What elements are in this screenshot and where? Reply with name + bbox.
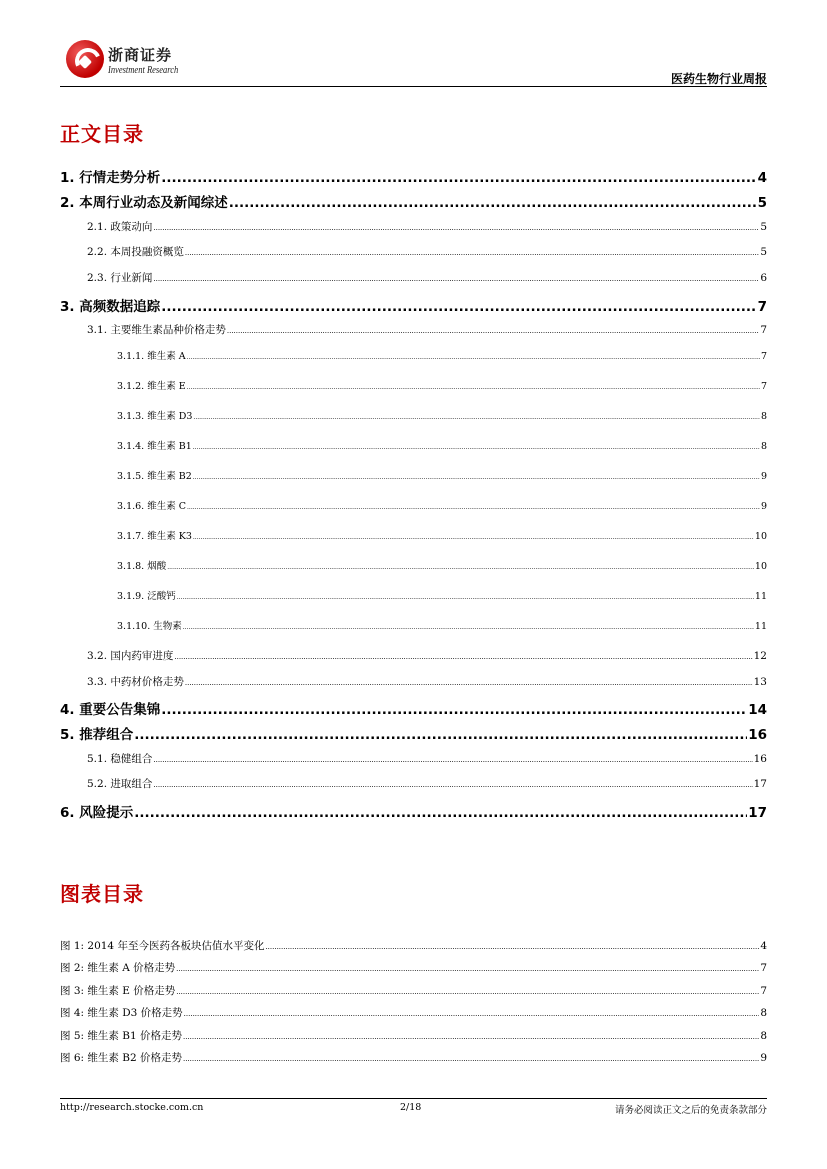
figure-entry[interactable] xyxy=(60,938,767,953)
toc-entry[interactable] xyxy=(60,674,767,689)
toc-entry-label: 3.1.8. 烟酸 xyxy=(117,561,167,572)
dot-leader xyxy=(229,195,757,211)
footer-divider xyxy=(60,1098,767,1099)
toc-entry[interactable] xyxy=(60,528,767,542)
toc-entry-page: 6 xyxy=(760,272,767,284)
toc-entry-page: 17 xyxy=(753,778,767,790)
footer-disclaimer: 请务必阅读正文之后的免责条款部分 xyxy=(614,1105,767,1116)
dot-leader xyxy=(161,299,756,315)
toc-entry-page: 7 xyxy=(760,324,767,336)
page-number: 2/18 xyxy=(400,1102,422,1113)
figure-entry-page: 4 xyxy=(760,940,767,952)
toc-entry-page: 8 xyxy=(760,441,767,452)
header-divider xyxy=(60,86,767,87)
toc-entry-label: 5. 推荐组合 xyxy=(60,727,134,743)
dot-leader xyxy=(193,414,760,421)
figure-entry-label: 图 1: 2014 年至今医药各板块估值水平变化 xyxy=(60,940,265,952)
dot-leader xyxy=(184,1010,760,1018)
dot-leader xyxy=(161,702,747,718)
toc-entry-label: 3. 高频数据追踪 xyxy=(60,299,161,315)
toc-entry[interactable] xyxy=(60,166,767,186)
toc-entry-page: 10 xyxy=(754,531,767,542)
dot-leader xyxy=(153,756,752,764)
figure-entry-label: 图 3: 维生素 E 价格走势 xyxy=(60,985,176,997)
figure-entry[interactable] xyxy=(60,1050,767,1065)
toc-entry[interactable] xyxy=(60,244,767,259)
dot-leader xyxy=(185,679,753,687)
logo-text-en: Investment Research xyxy=(108,65,179,76)
dot-leader xyxy=(193,474,760,481)
zheshang-logo-icon xyxy=(66,40,104,78)
toc-entry-label: 3.1.5. 维生素 B2 xyxy=(117,471,192,482)
toc-entry[interactable] xyxy=(60,191,767,211)
figure-entry-page: 9 xyxy=(760,1052,767,1064)
toc-entry-page: 9 xyxy=(760,471,767,482)
toc-entry-label: 3.1. 主要维生素品种价格走势 xyxy=(87,324,226,336)
dot-leader xyxy=(161,170,756,186)
toc-entry-page: 17 xyxy=(748,805,767,821)
toc-entry[interactable] xyxy=(60,698,767,718)
figure-entry[interactable] xyxy=(60,1028,767,1043)
toc-entry[interactable] xyxy=(60,378,767,392)
toc-entry-page: 14 xyxy=(748,702,767,718)
toc-entry[interactable] xyxy=(60,723,767,743)
toc-entry[interactable] xyxy=(60,558,767,572)
toc-entry-page: 13 xyxy=(753,676,767,688)
toc-entry-label: 5.2. 进取组合 xyxy=(87,778,153,790)
toc-entry-page: 16 xyxy=(748,727,767,743)
toc-entry[interactable] xyxy=(60,270,767,285)
toc-entry-page: 5 xyxy=(760,246,767,258)
toc-entry-page: 7 xyxy=(760,351,767,362)
dot-leader xyxy=(265,943,759,951)
figure-entry-page: 8 xyxy=(760,1030,767,1042)
toc-entry-page: 4 xyxy=(757,170,767,186)
toc-entry[interactable] xyxy=(60,408,767,422)
figure-entry-label: 图 6: 维生素 B2 价格走势 xyxy=(60,1052,182,1064)
toc-title: 正文目录 xyxy=(60,122,144,146)
toc-entry[interactable] xyxy=(60,468,767,482)
toc-entry[interactable] xyxy=(60,618,767,632)
dot-leader xyxy=(185,249,759,257)
toc-entry[interactable] xyxy=(60,588,767,602)
dot-leader xyxy=(153,275,759,283)
toc-entry-page: 9 xyxy=(760,501,767,512)
figure-list-title: 图表目录 xyxy=(60,882,144,906)
toc-entry-label: 5.1. 稳健组合 xyxy=(87,753,153,765)
toc-entry-page: 12 xyxy=(753,650,767,662)
dot-leader xyxy=(187,504,760,511)
toc-entry[interactable] xyxy=(60,776,767,791)
toc-entry-label: 2.1. 政策动向 xyxy=(87,221,153,233)
figure-entry-page: 7 xyxy=(760,962,767,974)
toc-entry-label: 6. 风险提示 xyxy=(60,805,134,821)
figure-entry-label: 图 2: 维生素 A 价格走势 xyxy=(60,962,176,974)
toc-entry-label: 3.3. 中药材价格走势 xyxy=(87,676,184,688)
toc-entry-label: 1. 行情走势分析 xyxy=(60,170,161,186)
toc-entry-label: 2. 本周行业动态及新闻综述 xyxy=(60,195,228,211)
toc-entry-label: 3.2. 国内药审进度 xyxy=(87,650,174,662)
dot-leader xyxy=(153,781,752,789)
toc-entry-label: 3.1.3. 维生素 D3 xyxy=(117,411,193,422)
toc-entry[interactable] xyxy=(60,751,767,766)
dot-leader xyxy=(193,534,754,541)
dot-leader xyxy=(187,384,760,391)
figure-entry-label: 图 5: 维生素 B1 价格走势 xyxy=(60,1030,182,1042)
dot-leader xyxy=(227,327,759,335)
toc-entry[interactable] xyxy=(60,498,767,512)
dot-leader xyxy=(177,594,754,601)
toc-entry-label: 2.2. 本周投融资概览 xyxy=(87,246,184,258)
toc-entry[interactable] xyxy=(60,438,767,452)
dot-leader xyxy=(153,224,759,232)
report-type: 医药生物行业周报 xyxy=(670,72,767,86)
toc-entry-page: 7 xyxy=(760,381,767,392)
toc-entry-label: 3.1.4. 维生素 B1 xyxy=(117,441,192,452)
toc-entry-label: 3.1.9. 泛酸钙 xyxy=(117,591,176,602)
dot-leader xyxy=(187,354,760,361)
toc-entry[interactable] xyxy=(60,322,767,337)
dot-leader xyxy=(174,653,752,661)
toc-entry[interactable] xyxy=(60,219,767,234)
toc-entry-page: 11 xyxy=(754,591,767,602)
dot-leader xyxy=(176,988,759,996)
toc-entry-label: 3.1.7. 维生素 K3 xyxy=(117,531,192,542)
toc-entry-label: 3.1.1. 维生素 A xyxy=(117,351,186,362)
toc-entry-page: 8 xyxy=(760,411,767,422)
dot-leader xyxy=(183,624,754,631)
figure-entry-page: 7 xyxy=(760,985,767,997)
figure-entry[interactable] xyxy=(60,983,767,998)
page-header xyxy=(60,36,767,86)
figure-entry[interactable] xyxy=(60,1005,767,1020)
footer-url[interactable]: http://research.stocke.com.cn xyxy=(60,1102,204,1113)
toc-entry[interactable] xyxy=(60,348,767,362)
dot-leader xyxy=(167,564,754,571)
toc-entry-page: 5 xyxy=(757,195,767,211)
toc-entry-page: 10 xyxy=(754,561,767,572)
dot-leader xyxy=(176,965,759,973)
dot-leader xyxy=(134,727,747,743)
figure-entry-label: 图 4: 维生素 D3 价格走势 xyxy=(60,1007,183,1019)
figure-entry-page: 8 xyxy=(760,1007,767,1019)
dot-leader xyxy=(183,1055,759,1063)
toc-entry-page: 7 xyxy=(757,299,767,315)
toc-entry-label: 3.1.2. 维生素 E xyxy=(117,381,186,392)
toc-entry-page: 16 xyxy=(753,753,767,765)
dot-leader xyxy=(134,805,747,821)
toc-entry[interactable] xyxy=(60,801,767,821)
toc-entry-label: 3.1.10. 生物素 xyxy=(117,621,182,632)
figure-entry[interactable] xyxy=(60,960,767,975)
toc-entry-label: 2.3. 行业新闻 xyxy=(87,272,153,284)
toc-entry-page: 5 xyxy=(760,221,767,233)
toc-entry[interactable] xyxy=(60,295,767,315)
toc-entry[interactable] xyxy=(60,648,767,663)
toc-entry-page: 11 xyxy=(754,621,767,632)
logo-text-cn: 浙商证券 xyxy=(108,46,173,64)
dot-leader xyxy=(193,444,760,451)
toc-entry-label: 3.1.6. 维生素 C xyxy=(117,501,187,512)
dot-leader xyxy=(183,1033,759,1041)
toc-entry-label: 4. 重要公告集锦 xyxy=(60,702,161,718)
